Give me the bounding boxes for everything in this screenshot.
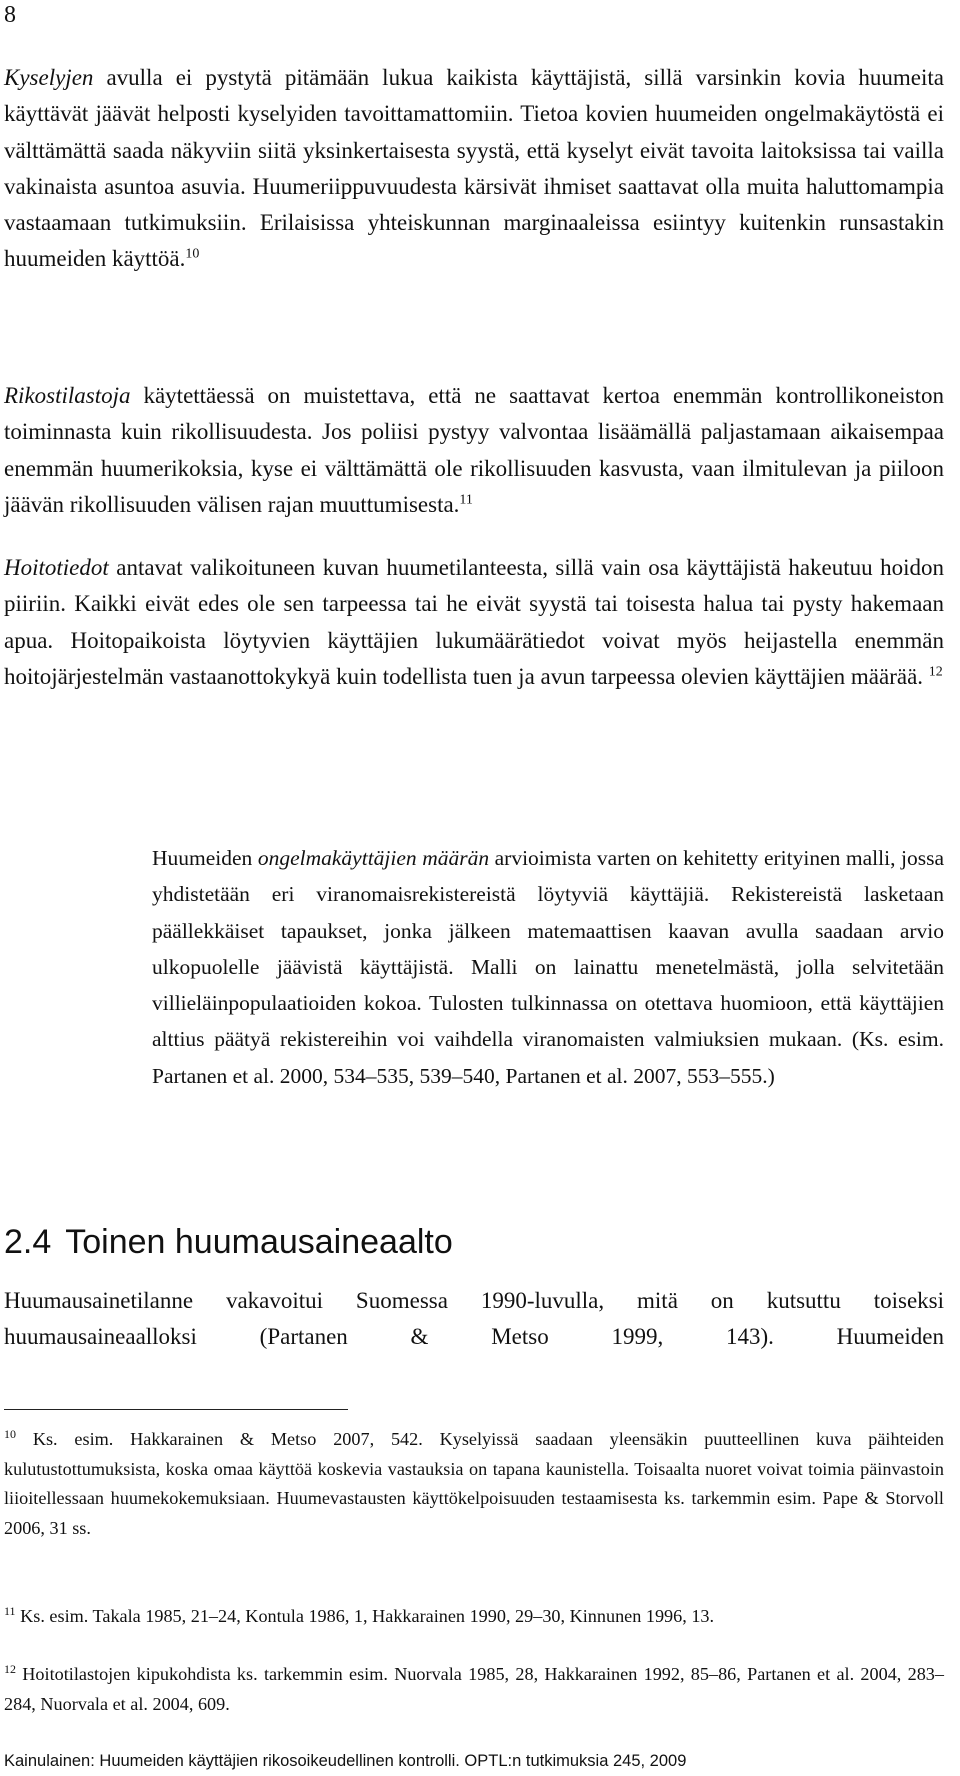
page-number: 8 — [4, 2, 16, 28]
section-intro-paragraph: Huumausainetilanne vakavoitui Suomessa 1990-luvulla, mitä on kutsuttu toiseksi huumausaineaalloksi (Partanen & Metso 1999, 143). Huumeiden — [4, 1288, 944, 1350]
footnote-number: 11 — [4, 1603, 16, 1618]
info-box-paragraph — [152, 840, 944, 1094]
footnote-ref-12: 12 — [928, 664, 943, 680]
paragraph-hoitotiedot — [4, 550, 944, 695]
box-text-start: Huumeiden — [152, 846, 258, 870]
paragraph-text: antavat valikoituneen kuvan huumetilanteesta, sillä vain osa käyttäjistä hakeutuu hoidon piiriin. Kaikki eivät edes ole sen tarpeessa tai he eivät syystä tai toisesta halua tai pysty hakemaan apua. Hoitopaikoista löytyvien käyttäjien lukumäärätiedot voivat myös heijastella enemmän hoitojärjestelmän vastaanottokykyä kuin todellista tuen ja avun tarpeessa olevien käyttäjien määrää. — [4, 555, 944, 689]
paragraph-kyselyt — [4, 60, 944, 278]
footnote-text: Ks. esim. Hakkarainen & Metso 2007, 542. Kyselyissä saadaan yleensäkin puutteellinen kuva päihteiden kulutustottumuksista, koska omaa käyttöä koskevia vastauksia on tapana kaunistella. Toisaalta nuoret voivat toimia päinvastoin liioitellessaan huumekokemuksiaan. Huumevastausten käyttökelpoisuuden testaamisesta ks. tarkemmin esim. Pape & Storvoll 2006, 31 ss. — [4, 1429, 944, 1538]
term-ongelmakayttajat: ongelmakäyttäjien määrän — [257, 846, 490, 870]
term-hoitotiedot: Hoitotiedot — [4, 555, 109, 580]
footnote-ref-11: 11 — [459, 492, 473, 508]
footnote-11 — [4, 1602, 944, 1632]
box-text: arvioimista varten on kehitetty erityinen malli, jossa yhdistetään eri viranomaisrekistereistä löytyviä käyttäjiä. Rekistereistä lasketaan päällekkäiset tapaukset, jonka jälkeen matemaattisen kaavan avulla saadaan arvio ulkopuolelle jäävistä käyttäjistä. Malli on lainattu menetelmästä, jolla selvitetään villieläinpopulaatioiden kokoa. Tulosten tulkinnassa on otettava huomioon, että käyttäjien alttius päätyä rekistereihin voi vaihdella viranomaisten valmiuksien mukaan. (Ks. esim. Partanen et al. 2000, 534–535, 539–540, Partanen et al. 2007, 553–555.) — [152, 846, 944, 1088]
footnote-12 — [4, 1660, 944, 1719]
paragraph-text: käytettäessä on muistettava, että ne saattavat kertoa enemmän kontrollikoneiston toiminnasta kuin rikollisuudesta. Jos poliisi pystyy valvontaa lisäämällä paljastamaan aikaisempaa enemmän huumerikoksia, kyse ei välttämättä ole rikollisuuden kasvusta, vaan ilmitulevan ja piiloon jäävän rikollisuuden välisen rajan muuttumisesta. — [4, 383, 944, 517]
section-number: 2.4 — [4, 1223, 52, 1261]
term-kyselyt: Kyselyjen — [4, 65, 94, 90]
footnote-text: Hoitotilastojen kipukohdista ks. tarkemmin esim. Nuorvala 1985, 28, Hakkarainen 1992, 85–86, Partanen et al. 2004, 283–284, Nuorvala et al. 2004, 609. — [4, 1664, 944, 1714]
section-heading — [4, 1220, 453, 1264]
running-footer: Kainulainen: Huumeiden käyttäjien rikosoikeudellinen kontrolli. OPTL:n tutkimuksia 245, 2009 — [4, 1752, 687, 1770]
footnote-divider — [4, 1409, 348, 1410]
footnote-number: 12 — [4, 1661, 16, 1676]
section-title: Toinen huumausaineaalto — [65, 1223, 453, 1261]
paragraph-rikostilastot — [4, 378, 944, 523]
term-rikostilastot: Rikostilastoja — [4, 383, 131, 408]
footnote-ref-10: 10 — [185, 246, 200, 262]
footnote-number: 10 — [4, 1426, 16, 1441]
footnote-text: Ks. esim. Takala 1985, 21–24, Kontula 1986, 1, Hakkarainen 1990, 29–30, Kinnunen 1996, 13. — [15, 1606, 715, 1626]
paragraph-text: avulla ei pystytä pitämään lukua kaikista käyttäjistä, sillä varsinkin kovia huumeita käyttävät jäävät helposti kyselyiden tavoittamattomiin. Tietoa kovien huumeiden ongelmakäytöstä ei välttämättä saada näkyviin siitä yksinkertaisesta syystä, että kyselyt eivät tavoita laitoksissa tai vailla vakinaista asuntoa asuvia. Huumeriippuvuudesta kärsivät ihmiset saattavat olla muita haluttomampia vastaamaan tutkimuksiin. Erilaisissa yhteiskunnan marginaaleissa esiintyy kuitenkin runsastakin huumeiden käyttöä. — [4, 65, 944, 272]
footnote-10 — [4, 1425, 944, 1543]
